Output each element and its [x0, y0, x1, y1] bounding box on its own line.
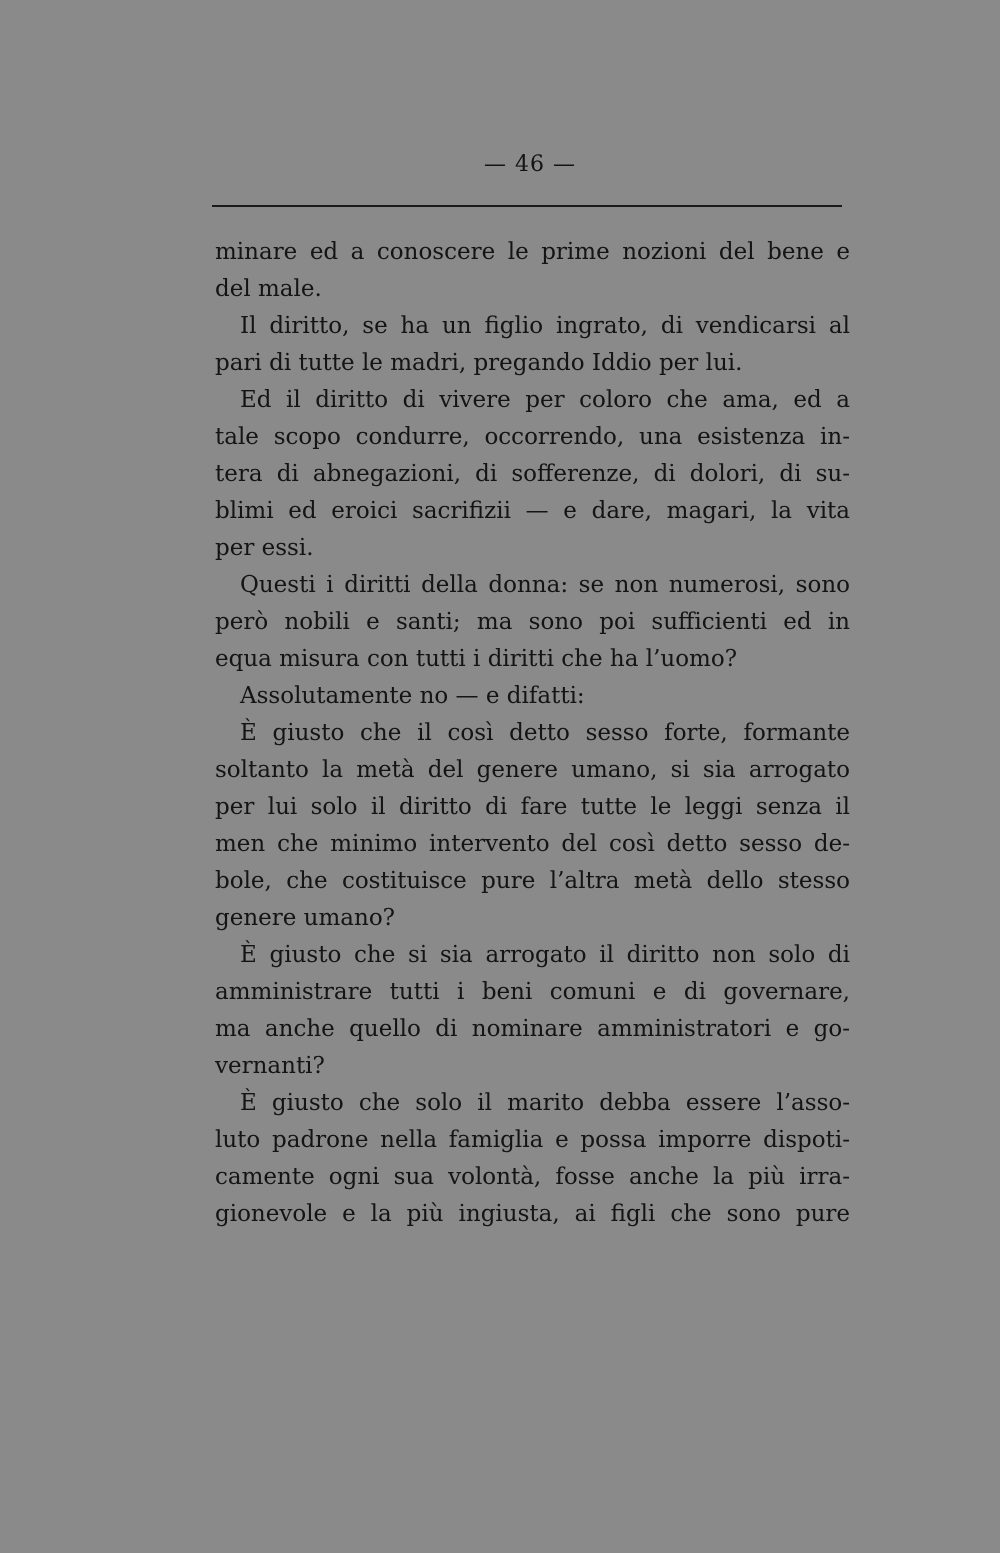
text-line: blimi ed eroici sacrifizii — e dare, magari, la vita [215, 498, 850, 524]
text-line: bole, che costituisce pure l’altra metà dello stesso [215, 868, 850, 894]
text-line: È giusto che si sia arrogato il diritto non solo di [240, 942, 850, 968]
text-line: per essi. [215, 535, 314, 561]
text-line: del male. [215, 276, 322, 302]
text-line: camente ogni sua volontà, fosse anche la più irra- [215, 1164, 850, 1190]
text-line: minare ed a conoscere le prime nozioni del bene e [215, 239, 850, 265]
text-line: Questi i diritti della donna: se non numerosi, sono [240, 572, 850, 598]
header-rule [212, 205, 842, 207]
text-line: equa misura con tutti i diritti che ha l’uomo? [215, 646, 738, 672]
text-line: però nobili e santi; ma sono poi sufficienti ed in [215, 609, 850, 635]
text-line: per lui solo il diritto di fare tutte le leggi senza il [215, 794, 850, 820]
text-line: È giusto che il così detto sesso forte, formante [240, 720, 850, 746]
text-line: pari di tutte le madri, pregando Iddio per lui. [215, 350, 743, 376]
text-line: men che minimo intervento del così detto sesso de- [215, 831, 850, 857]
text-line: gionevole e la più ingiusta, ai figli che sono pure [215, 1201, 850, 1227]
text-line: amministrare tutti i beni comuni e di governare, [215, 979, 850, 1005]
text-line: vernanti? [215, 1053, 325, 1079]
text-line: genere umano? [215, 905, 396, 931]
text-line: tale scopo condurre, occorrendo, una esistenza in- [215, 424, 850, 450]
text-line: tera di abnegazioni, di sofferenze, di dolori, di su- [215, 461, 850, 487]
text-line: ma anche quello di nominare amministratori e go- [215, 1016, 850, 1042]
text-line: Il diritto, se ha un figlio ingrato, di vendicarsi al [240, 313, 850, 339]
text-line: luto padrone nella famiglia e possa imporre dispoti- [215, 1127, 850, 1153]
text-line: Assolutamente no — e difatti: [240, 683, 585, 709]
text-line: Ed il diritto di vivere per coloro che ama, ed a [240, 387, 850, 413]
page-number: — 46 — [484, 152, 576, 177]
body-text [215, 234, 850, 1233]
text-line: soltanto la metà del genere umano, si sia arrogato [215, 757, 850, 783]
text-line: È giusto che solo il marito debba essere l’asso- [240, 1090, 850, 1116]
